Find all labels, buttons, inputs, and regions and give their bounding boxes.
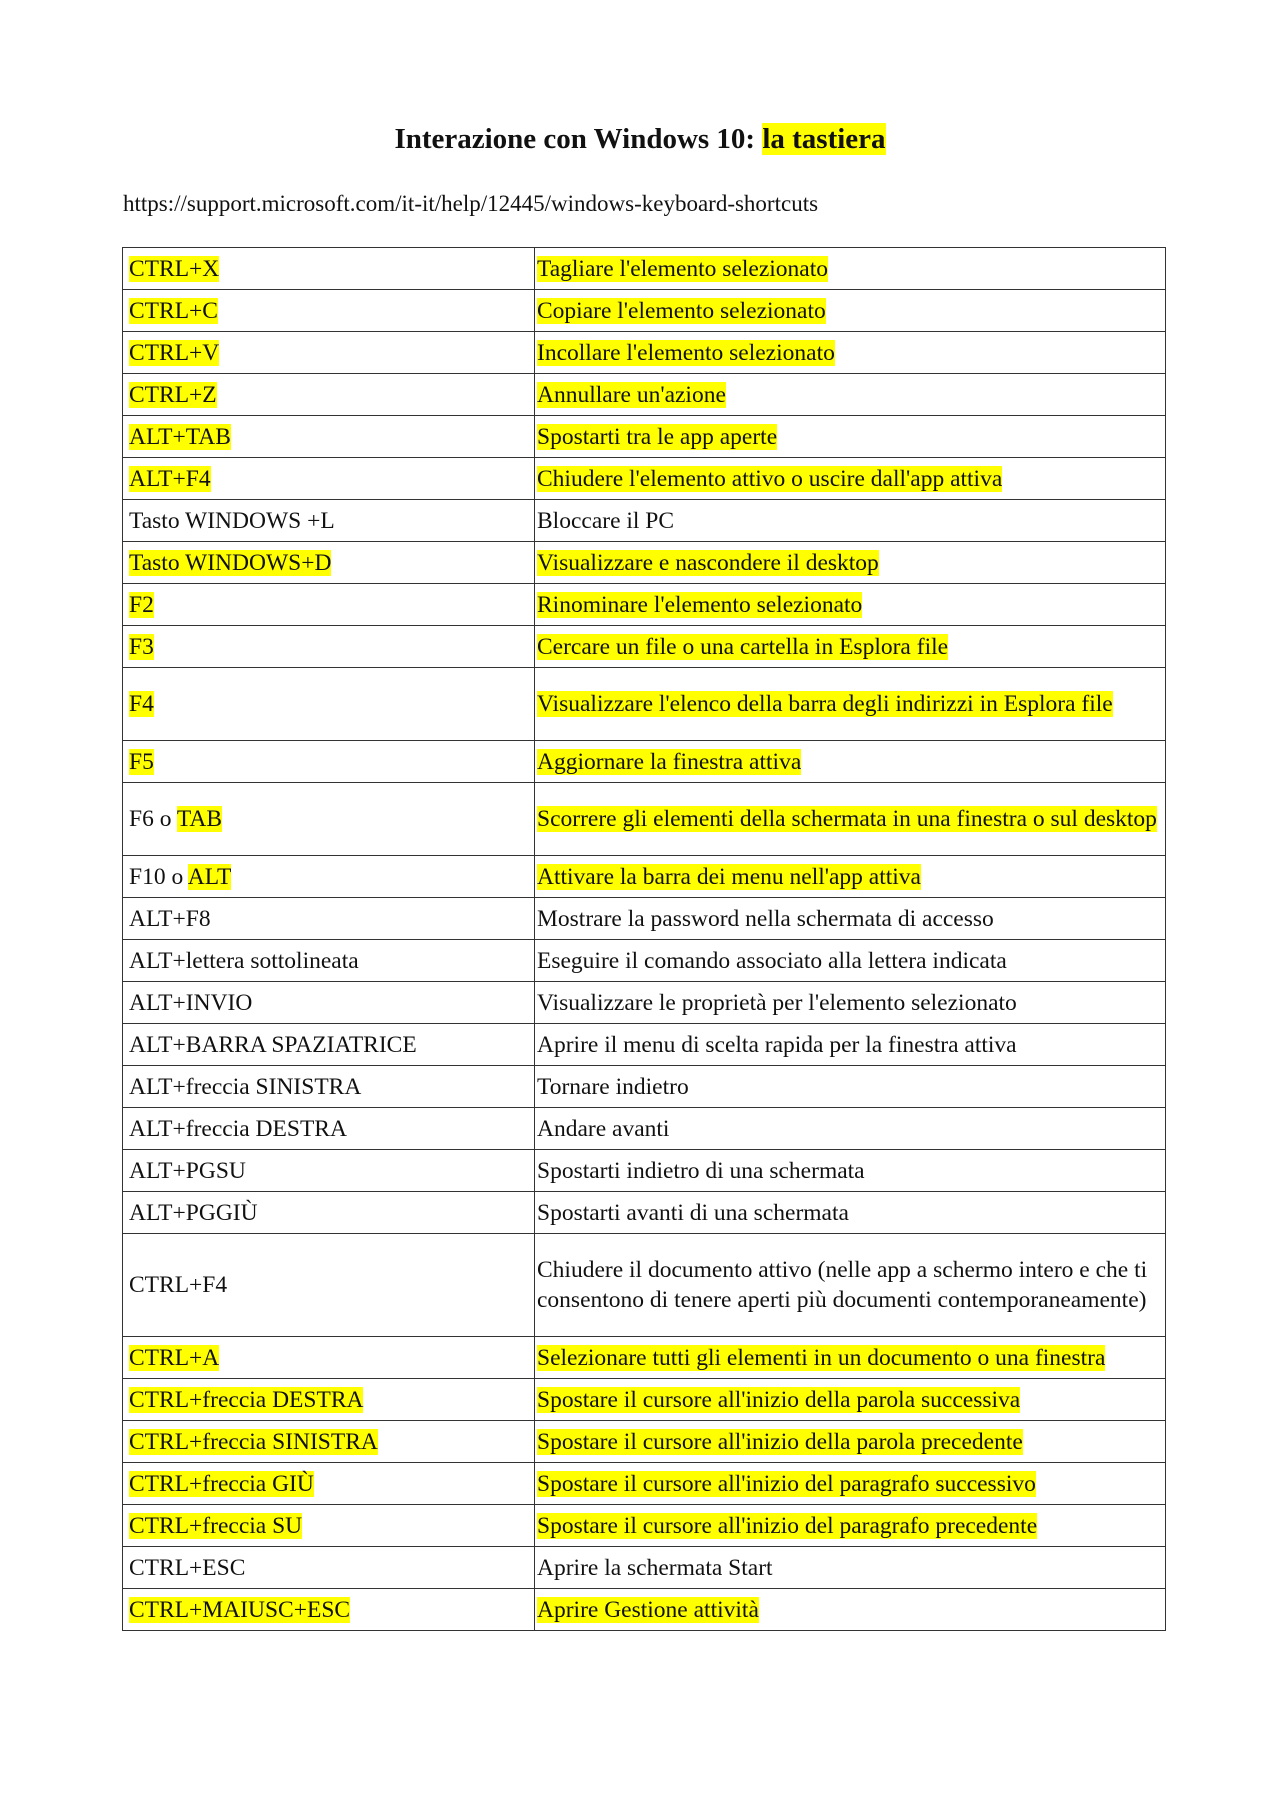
shortcut-key-cell	[123, 668, 535, 741]
cell-text: ALT+freccia SINISTRA	[129, 1073, 362, 1100]
highlighted-text: CTRL+Z	[129, 381, 217, 408]
shortcut-key-cell	[123, 1108, 535, 1150]
highlighted-text: CTRL+freccia GIÙ	[129, 1470, 314, 1497]
table-row	[123, 584, 1166, 626]
highlighted-text: F4	[129, 691, 154, 717]
cell-text: Spostarti avanti di una schermata	[537, 1199, 849, 1226]
highlighted-text: Spostare il cursore all'inizio della parola successiva	[537, 1386, 1021, 1413]
shortcut-key-cell	[123, 1234, 535, 1337]
highlighted-text: Spostare il cursore all'inizio del paragrafo precedente	[537, 1512, 1038, 1539]
cell-text: Andare avanti	[537, 1115, 670, 1142]
shortcut-key-cell	[123, 898, 535, 940]
highlighted-text: Selezionare tutti gli elementi in un documento o una finestra	[537, 1344, 1106, 1371]
shortcut-description-cell	[535, 1547, 1166, 1589]
table-row	[123, 982, 1166, 1024]
shortcuts-table-body	[123, 248, 1166, 1631]
cell-text: Visualizzare le proprietà per l'elemento selezionato	[537, 989, 1017, 1016]
table-row	[123, 290, 1166, 332]
highlighted-text: Spostarti tra le app aperte	[537, 423, 778, 450]
cell-text: CTRL+ESC	[129, 1554, 246, 1581]
shortcut-key-cell	[123, 1066, 535, 1108]
cell-text: ALT+INVIO	[129, 989, 253, 1016]
shortcut-key-cell	[123, 1421, 535, 1463]
highlighted-text: CTRL+MAIUSC+ESC	[129, 1596, 351, 1623]
highlighted-text: Tagliare l'elemento selezionato	[537, 255, 828, 282]
table-row	[123, 332, 1166, 374]
shortcut-description-cell	[535, 626, 1166, 668]
cell-text: ALT+F8	[129, 905, 211, 932]
shortcut-description-cell	[535, 500, 1166, 542]
shortcut-description-cell	[535, 290, 1166, 332]
shortcut-key-cell	[123, 290, 535, 332]
cell-text: CTRL+F4	[129, 1272, 228, 1298]
shortcut-key-cell	[123, 856, 535, 898]
shortcut-description-cell	[535, 668, 1166, 741]
table-row	[123, 1505, 1166, 1547]
highlighted-text: Spostare il cursore all'inizio della parola precedente	[537, 1428, 1023, 1455]
highlighted-text: Tasto WINDOWS+D	[129, 549, 332, 576]
highlighted-text: Visualizzare e nascondere il desktop	[537, 549, 879, 576]
shortcut-key-cell	[123, 1024, 535, 1066]
shortcut-description-cell	[535, 1024, 1166, 1066]
highlighted-text: TAB	[176, 806, 223, 832]
shortcut-key-cell	[123, 374, 535, 416]
shortcut-description-cell	[535, 1463, 1166, 1505]
title-text: Interazione con Windows 10:	[394, 123, 763, 155]
shortcut-key-cell	[123, 248, 535, 290]
title-highlight: la tastiera	[762, 123, 886, 155]
cell-text: Spostarti indietro di una schermata	[537, 1157, 865, 1184]
highlighted-text: Scorrere gli elementi della schermata in una finestra o sul desktop	[537, 806, 1157, 832]
table-row	[123, 1024, 1166, 1066]
highlighted-text: CTRL+freccia DESTRA	[129, 1386, 364, 1413]
highlighted-text: CTRL+freccia SINISTRA	[129, 1428, 378, 1455]
highlighted-text: Attivare la barra dei menu nell'app attiva	[537, 863, 921, 890]
cell-text: Aprire la schermata Start	[537, 1554, 773, 1581]
shortcut-description-cell	[535, 542, 1166, 584]
shortcut-description-cell	[535, 783, 1166, 856]
highlighted-text: F3	[129, 633, 154, 660]
shortcut-key-cell	[123, 1379, 535, 1421]
cell-text: ALT+PGSU	[129, 1157, 246, 1184]
cell-text: Tornare indietro	[537, 1073, 689, 1100]
table-row	[123, 940, 1166, 982]
highlighted-text: Spostare il cursore all'inizio del paragrafo successivo	[537, 1470, 1036, 1497]
shortcut-description-cell	[535, 1337, 1166, 1379]
shortcut-key-cell	[123, 458, 535, 500]
table-row	[123, 668, 1166, 741]
shortcut-key-cell	[123, 626, 535, 668]
table-row	[123, 1234, 1166, 1337]
highlighted-text: F5	[129, 748, 154, 775]
shortcut-key-cell	[123, 542, 535, 584]
table-row	[123, 1108, 1166, 1150]
table-row	[123, 626, 1166, 668]
table-row	[123, 458, 1166, 500]
highlighted-text: CTRL+freccia SU	[129, 1512, 303, 1539]
shortcut-description-cell	[535, 898, 1166, 940]
table-row	[123, 374, 1166, 416]
cell-text: F10 o	[129, 863, 188, 890]
shortcut-description-cell	[535, 1421, 1166, 1463]
table-row	[123, 1192, 1166, 1234]
table-row	[123, 741, 1166, 783]
shortcut-key-cell	[123, 1337, 535, 1379]
table-row	[123, 1421, 1166, 1463]
table-row	[123, 1379, 1166, 1421]
shortcut-description-cell	[535, 1379, 1166, 1421]
highlighted-text: CTRL+V	[129, 339, 220, 366]
cell-text: ALT+BARRA SPAZIATRICE	[129, 1031, 417, 1058]
source-url: https://support.microsoft.com/it-it/help/12445/windows-keyboard-shortcuts	[123, 191, 819, 216]
table-row	[123, 500, 1166, 542]
highlighted-text: CTRL+C	[129, 297, 218, 324]
cell-text: Aprire il menu di scelta rapida per la finestra attiva	[537, 1031, 1017, 1058]
shortcut-description-cell	[535, 458, 1166, 500]
table-row	[123, 783, 1166, 856]
table-row	[123, 898, 1166, 940]
table-row	[123, 416, 1166, 458]
table-row	[123, 1589, 1166, 1631]
table-row	[123, 542, 1166, 584]
highlighted-text: Chiudere l'elemento attivo o uscire dall'app attiva	[537, 465, 1003, 492]
shortcut-key-cell	[123, 332, 535, 374]
shortcut-key-cell	[123, 982, 535, 1024]
shortcut-key-cell	[123, 1589, 535, 1631]
shortcut-key-cell	[123, 416, 535, 458]
cell-text: Tasto WINDOWS +L	[129, 507, 335, 534]
shortcut-description-cell	[535, 332, 1166, 374]
table-row	[123, 856, 1166, 898]
shortcut-description-cell	[535, 856, 1166, 898]
highlighted-text: ALT	[187, 863, 232, 890]
shortcut-description-cell	[535, 982, 1166, 1024]
cell-text: Mostrare la password nella schermata di accesso	[537, 905, 994, 932]
cell-text: F6 o	[129, 806, 177, 832]
shortcut-key-cell	[123, 1505, 535, 1547]
cell-text: ALT+lettera sottolineata	[129, 947, 359, 974]
highlighted-text: Copiare l'elemento selezionato	[537, 297, 826, 324]
table-row	[123, 248, 1166, 290]
table-row	[123, 1066, 1166, 1108]
shortcut-key-cell	[123, 584, 535, 626]
highlighted-text: Aggiornare la finestra attiva	[537, 748, 802, 775]
highlighted-text: ALT+TAB	[129, 423, 231, 450]
shortcut-description-cell	[535, 741, 1166, 783]
shortcut-description-cell	[535, 1192, 1166, 1234]
shortcuts-table	[122, 247, 1166, 1631]
shortcut-description-cell	[535, 1066, 1166, 1108]
highlighted-text: Annullare un'azione	[537, 381, 726, 408]
shortcut-key-cell	[123, 500, 535, 542]
highlighted-text: Cercare un file o una cartella in Esplora file	[537, 633, 949, 660]
highlighted-text: Incollare l'elemento selezionato	[537, 339, 835, 366]
table-row	[123, 1337, 1166, 1379]
highlighted-text: CTRL+X	[129, 255, 220, 282]
table-row	[123, 1150, 1166, 1192]
shortcut-description-cell	[535, 584, 1166, 626]
shortcut-description-cell	[535, 1234, 1166, 1337]
shortcut-key-cell	[123, 1463, 535, 1505]
shortcut-description-cell	[535, 1108, 1166, 1150]
shortcut-description-cell	[535, 1505, 1166, 1547]
shortcut-key-cell	[123, 1192, 535, 1234]
cell-text: ALT+PGGIÙ	[129, 1199, 258, 1226]
page-title	[0, 120, 1280, 158]
highlighted-text: Aprire Gestione attività	[537, 1596, 759, 1623]
shortcut-description-cell	[535, 416, 1166, 458]
cell-text: ALT+freccia DESTRA	[129, 1115, 347, 1142]
shortcut-description-cell	[535, 940, 1166, 982]
shortcut-key-cell	[123, 1547, 535, 1589]
table-row	[123, 1547, 1166, 1589]
cell-text: Bloccare il PC	[537, 507, 675, 534]
cell-text: Eseguire il comando associato alla lettera indicata	[537, 947, 1007, 974]
highlighted-text: ALT+F4	[129, 465, 211, 492]
shortcut-description-cell	[535, 374, 1166, 416]
shortcut-key-cell	[123, 741, 535, 783]
highlighted-text: F2	[129, 591, 154, 618]
highlighted-text: Visualizzare l'elenco della barra degli indirizzi in Esplora file	[537, 691, 1113, 717]
shortcut-key-cell	[123, 1150, 535, 1192]
shortcut-description-cell	[535, 1589, 1166, 1631]
highlighted-text: CTRL+A	[129, 1344, 220, 1371]
highlighted-text: Rinominare l'elemento selezionato	[537, 591, 863, 618]
shortcut-key-cell	[123, 940, 535, 982]
shortcut-description-cell	[535, 1150, 1166, 1192]
cell-text: Chiudere il documento attivo (nelle app a schermo intero e che ti consentono di tenere aperti più documenti contemporaneamente)	[537, 1257, 1148, 1313]
table-row	[123, 1463, 1166, 1505]
shortcut-description-cell	[535, 248, 1166, 290]
shortcut-key-cell	[123, 783, 535, 856]
